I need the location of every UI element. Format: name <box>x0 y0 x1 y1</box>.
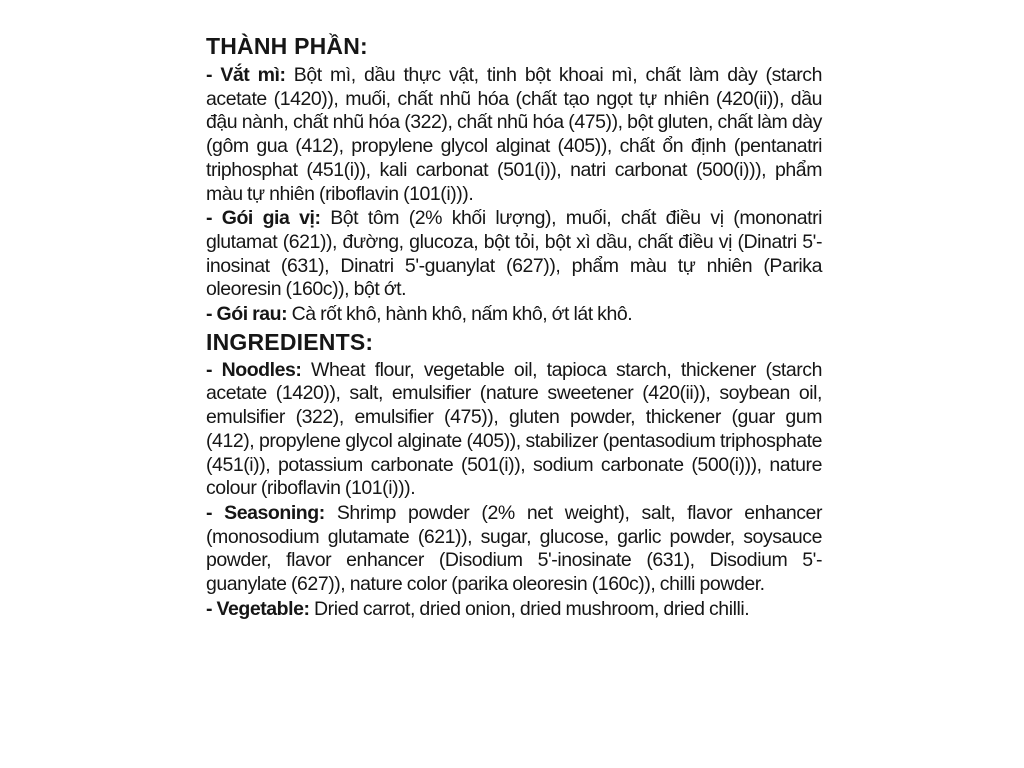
english-seasoning-text: Shrimp powder (2% net weight), salt, flavor enhancer (monosodium glutamate (621)), sugar, glucose, garlic powder, soysauce powder, flavor enhancer (Disodium 5'-inosinate (631), Disodium 5'-guanylate (627)), nature color (parika oleoresin (160c)), chilli powder. <box>206 501 822 596</box>
vietnamese-vegetable-label: - Gói rau: <box>206 303 288 326</box>
english-seasoning-item <box>206 502 822 597</box>
vietnamese-noodles-item <box>206 64 822 206</box>
english-noodles-label: - Noodles: <box>206 358 302 381</box>
vietnamese-noodles-text: Bột mì, dầu thực vật, tinh bột khoai mì, chất làm dày (starch acetate (1420)), muối, chất nhũ hóa (chất tạo ngọt tự nhiên (420(ii)), dầu đậu nành, chất nhũ hóa (322), chất nhũ hóa (475)), bột gluten, chất làm dày (gôm gua (412), propylene glycol alginat (405)), chất ổn định (pentanatri triphosphat (451(i)), kali carbonat (501(i)), natri carbonat (500(i))), phẩm màu tự nhiên (riboflavin (101(i))). <box>206 64 823 205</box>
vietnamese-seasoning-text: Bột tôm (2% khối lượng), muối, chất điều vị (mononatri glutamat (621)), đường, glucoza, bột tỏi, bột xì dầu, chất điều vị (Dinatri 5'-inosinat (631), Dinatri 5'-guanylat (627)), phẩm màu tự nhiên (Parika oleoresin (160c)), bột ớt. <box>206 207 822 301</box>
ingredients-label <box>206 32 822 622</box>
english-noodles-item <box>206 359 822 501</box>
english-heading: INGREDIENTS: <box>206 328 374 355</box>
english-vegetable-item <box>206 598 822 622</box>
vietnamese-seasoning-label: - Gói gia vị: <box>206 207 321 230</box>
vietnamese-heading: THÀNH PHẦN: <box>206 33 368 59</box>
vietnamese-vegetable-item <box>206 303 822 327</box>
english-vegetable-text: Dried carrot, dried onion, dried mushroom, dried chilli. <box>309 597 750 620</box>
english-vegetable-label: - Vegetable: <box>206 597 310 620</box>
english-noodles-text: Wheat flour, vegetable oil, tapioca starch, thickener (starch acetate (1420)), salt, emulsifier (nature sweetener (420(ii)), soybean oil, emulsifier (322), emulsifier (475)), gluten powder, thickener (guar gum (412), propylene glycol alginate (405)), stabilizer (pentasodium triphosphate (451(i)), potassium carbonate (501(i)), sodium carbonate (500(i))), nature colour (riboflavin (101(i))). <box>206 358 822 500</box>
vietnamese-seasoning-item <box>206 207 822 302</box>
vietnamese-vegetable-text: Cà rốt khô, hành khô, nấm khô, ớt lát khô. <box>287 303 633 326</box>
english-seasoning-label: - Seasoning: <box>206 501 325 524</box>
vietnamese-noodles-label: - Vắt mì: <box>206 64 286 86</box>
